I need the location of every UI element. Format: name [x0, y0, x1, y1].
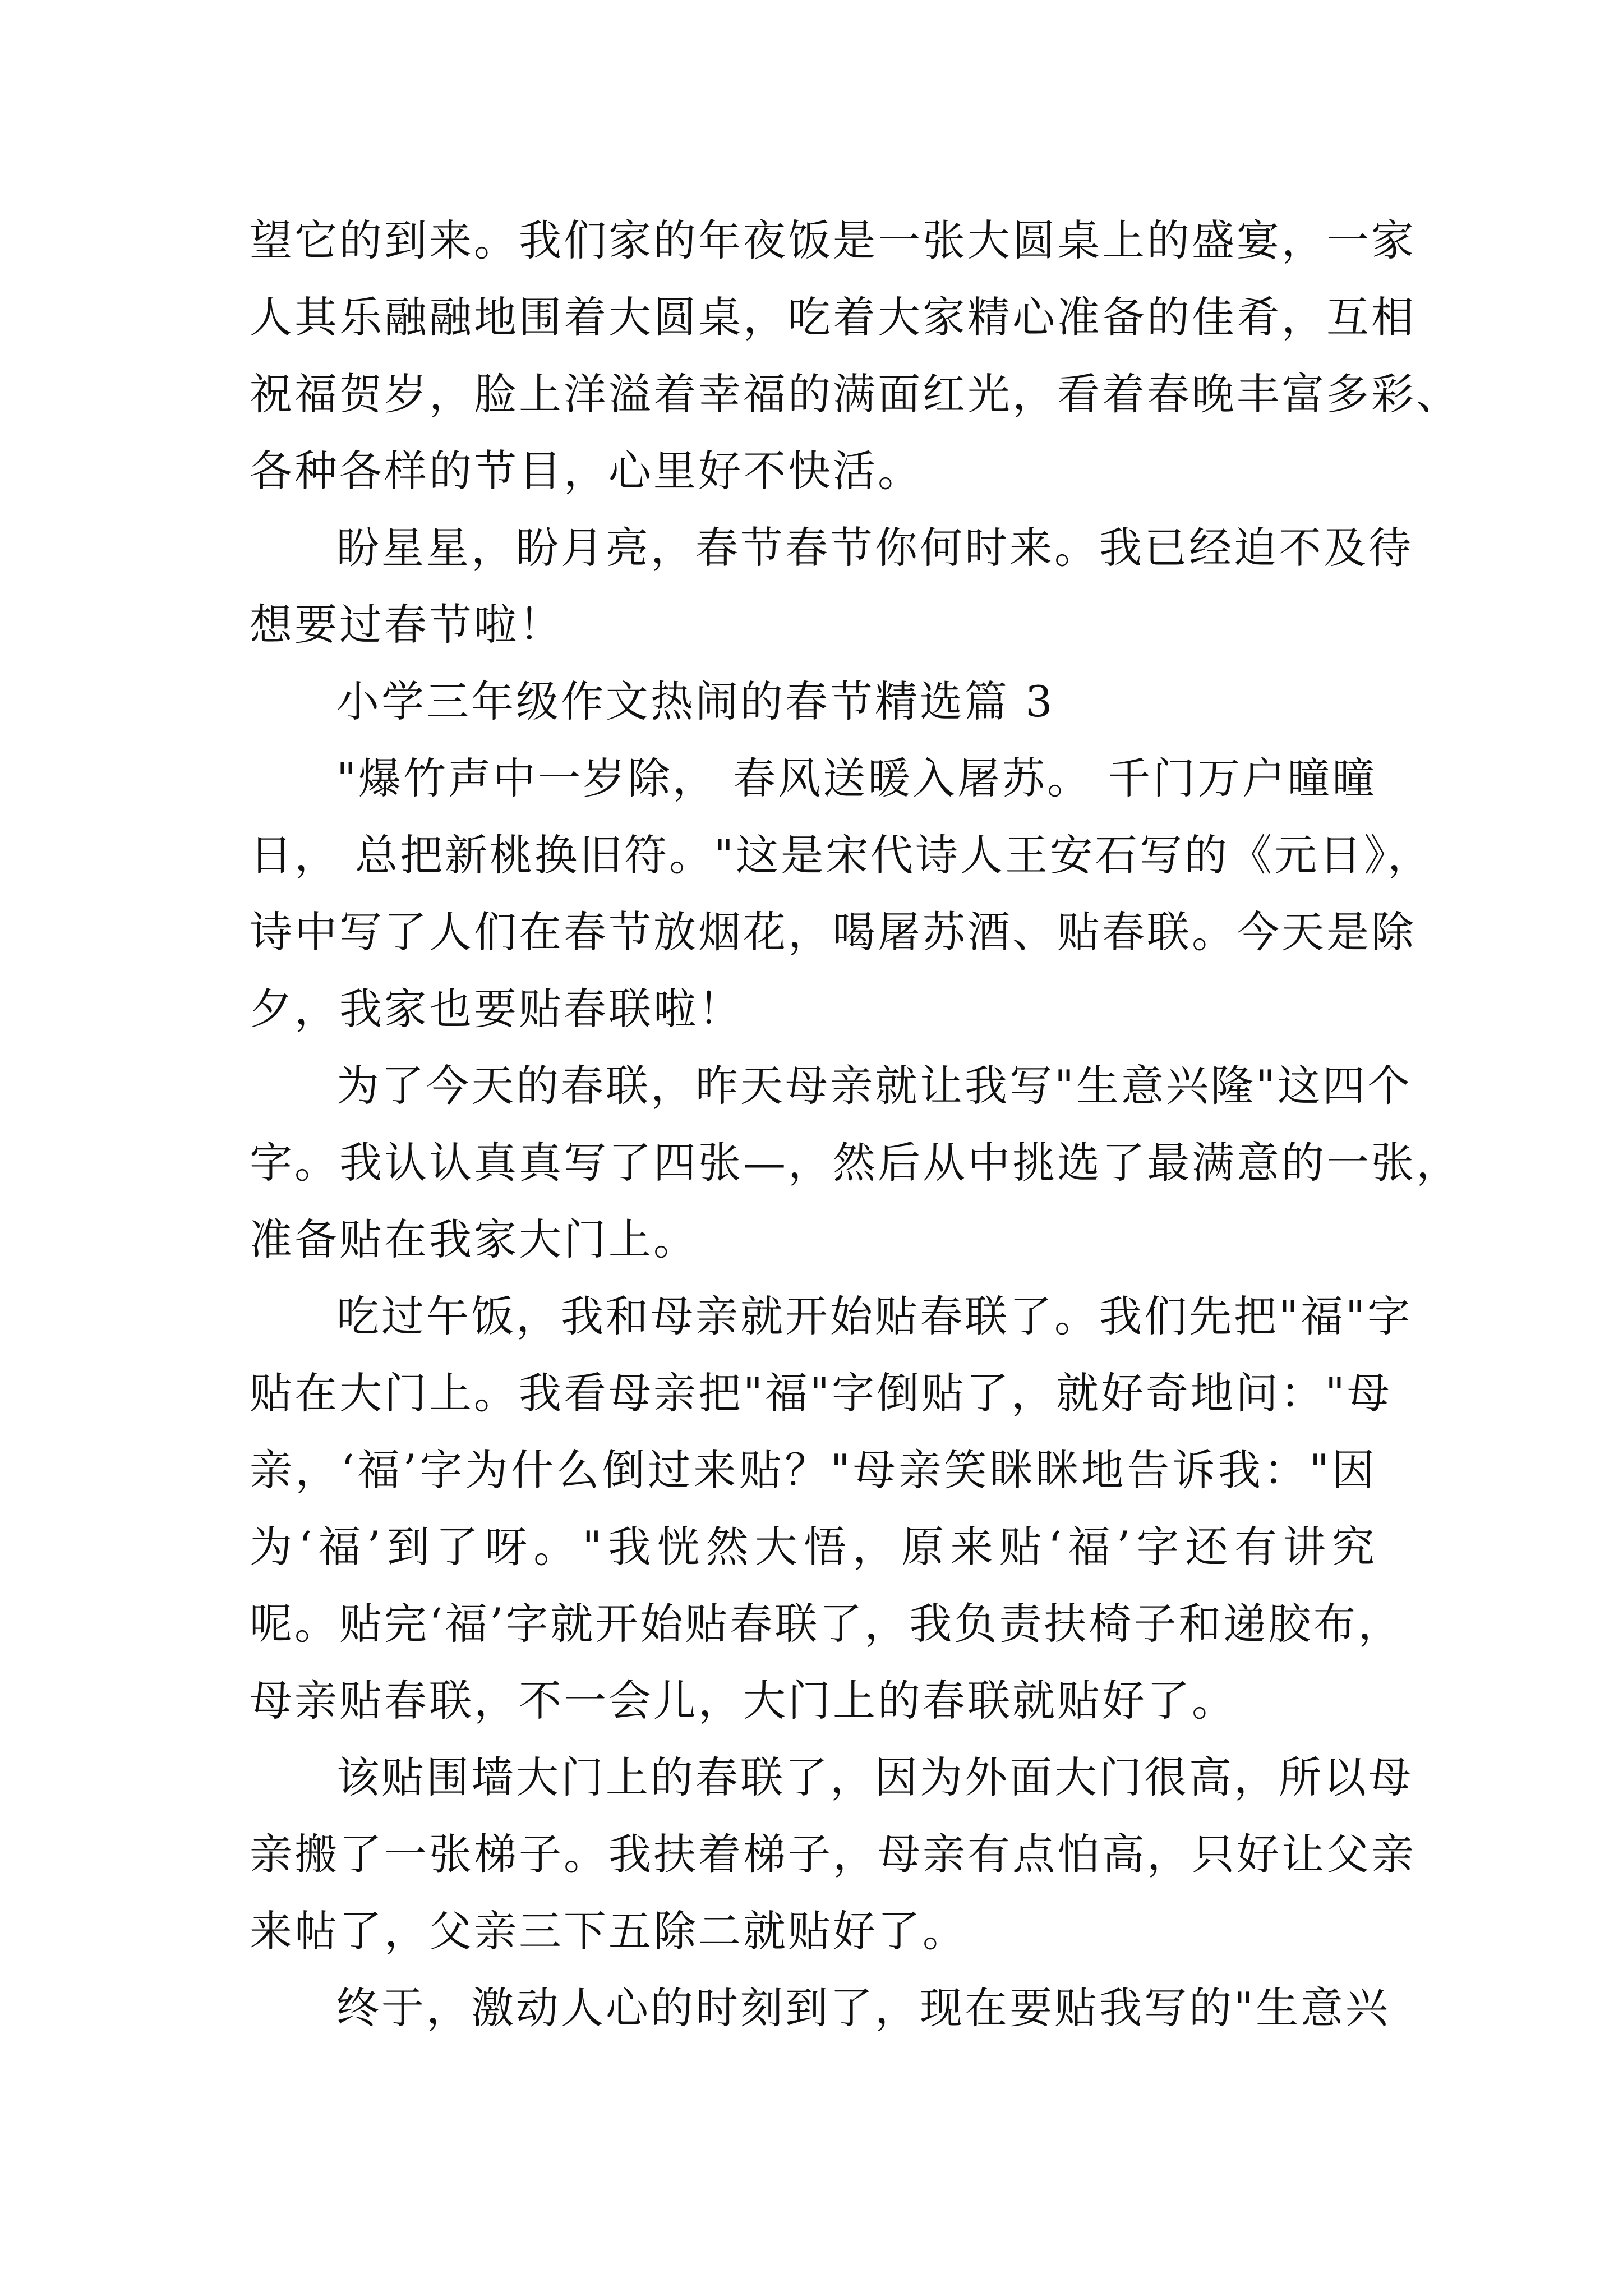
text-line: 日， 总把新桃换旧符。"这是宋代诗人王安石写的《元日》， [250, 830, 1433, 880]
text-line: 诗中写了人们在春节放烟花，喝屠苏酒、贴春联。今天是除 [250, 907, 1416, 957]
text-line: 各种各样的节目，心里好不快活。 [250, 446, 923, 496]
text-line: 终于，激动人心的时刻到了，现在要贴我写的"生意兴 [336, 1983, 1390, 2033]
text-line: 准备贴在我家大门上。 [250, 1214, 698, 1264]
text-line: 人其乐融融地围着大圆桌，吃着大家精心准备的佳肴，互相 [250, 292, 1416, 342]
text-line: 为‘福’到了呀。"我恍然大悟，原来贴‘福’字还有讲究 [250, 1522, 1377, 1572]
text-line: 吃过午饭，我和母亲就开始贴春联了。我们先把"福"字 [336, 1291, 1412, 1341]
text-line: 为了今天的春联，昨天母亲就让我写"生意兴隆"这四个 [336, 1061, 1412, 1111]
text-line: 母亲贴春联，不一会儿，大门上的春联就贴好了。 [250, 1676, 1237, 1726]
text-line: 盼星星，盼月亮，春节春节你何时来。我已经迫不及待 [336, 523, 1413, 573]
text-line: 来帖了，父亲三下五除二就贴好了。 [250, 1906, 967, 1956]
text-line: 该贴围墙大门上的春联了，因为外面大门很高，所以母 [336, 1752, 1413, 1802]
text-line: 亲搬了一张梯子。我扶着梯子，母亲有点怕高，只好让父亲 [250, 1829, 1416, 1879]
text-line: 呢。贴完‘福’字就开始贴春联了，我负责扶椅子和递胶布， [250, 1599, 1403, 1649]
text-line: 夕，我家也要贴春联啦！ [250, 984, 743, 1034]
text-line: 亲，‘福’字为什么倒过来贴？"母亲笑眯眯地告诉我："因 [250, 1445, 1377, 1495]
text-line: 字。我认认真真写了四张—，然后从中挑选了最满意的一张， [250, 1138, 1461, 1188]
body-text [250, 202, 1461, 2046]
text-line: 祝福贺岁，脸上洋溢着幸福的满面红光，看着春晚丰富多彩、 [250, 369, 1461, 419]
text-line: 贴在大门上。我看母亲把"福"字倒贴了，就好奇地问："母 [250, 1368, 1392, 1418]
text-line: 望它的到来。我们家的年夜饭是一张大圆桌上的盛宴，一家 [250, 215, 1416, 265]
text-line: 想要过春节啦！ [250, 600, 564, 650]
text-line: 小学三年级作文热闹的春节精选篇 3 [336, 677, 1055, 726]
text-line: "爆竹声中一岁除， 春风送暖入屠苏。 千门万户曈曈 [336, 753, 1377, 803]
